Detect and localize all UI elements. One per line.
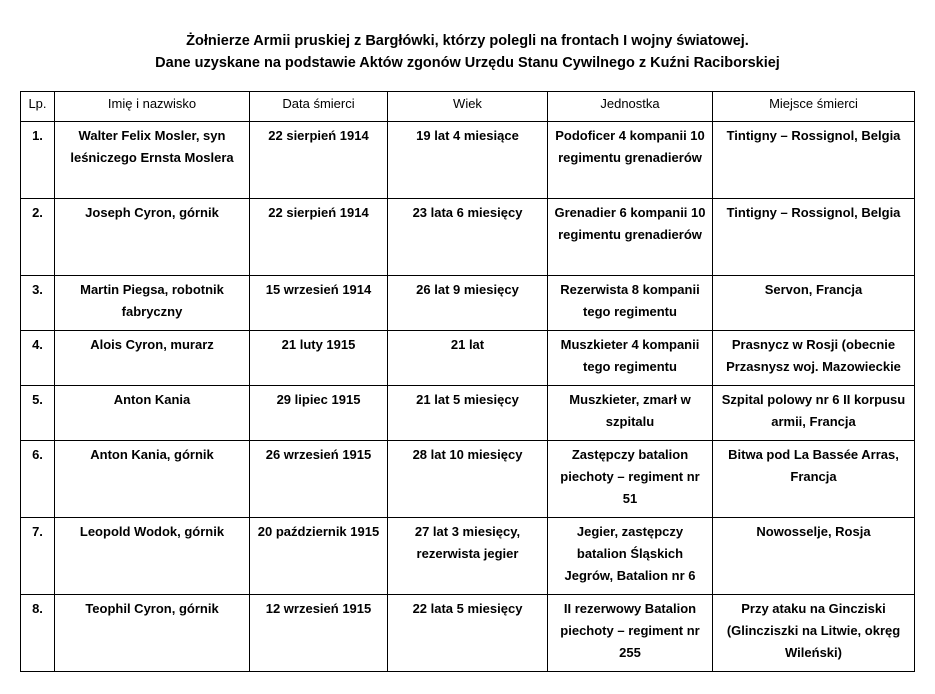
cell-death-place: Bitwa pod La Bassée Arras, Francja [713,441,915,518]
cell-death-date: 20 październik 1915 [250,518,388,595]
cell-unit: Rezerwista 8 kompanii tego regimentu [548,276,713,331]
table-header-row [21,92,915,122]
cell-age: 21 lat 5 miesięcy [388,386,548,441]
header-age: Wiek [388,92,548,122]
header-death-date: Data śmierci [250,92,388,122]
cell-death-date: 21 luty 1915 [250,331,388,386]
cell-name: Leopold Wodok, górnik [55,518,250,595]
cell-age: 23 lata 6 miesięcy [388,199,548,276]
cell-name: Anton Kania [55,386,250,441]
cell-lp: 8. [21,595,55,672]
cell-unit: II rezerwowy Batalion piechoty – regiment nr 255 [548,595,713,672]
cell-death-place: Prasnycz w Rosji (obecnie Przasnysz woj. Mazowieckie [713,331,915,386]
cell-death-date: 22 sierpień 1914 [250,122,388,199]
cell-lp: 4. [21,331,55,386]
cell-age: 27 lat 3 miesięcy, rezerwista jegier [388,518,548,595]
cell-name: Walter Felix Mosler, syn leśniczego Ernsta Moslera [55,122,250,199]
cell-name: Joseph Cyron, górnik [55,199,250,276]
cell-death-place: Tintigny – Rossignol, Belgia [713,122,915,199]
cell-lp: 6. [21,441,55,518]
cell-death-date: 12 wrzesień 1915 [250,595,388,672]
cell-lp: 5. [21,386,55,441]
cell-death-place: Szpital polowy nr 6 II korpusu armii, Francja [713,386,915,441]
cell-age: 19 lat 4 miesiące [388,122,548,199]
table-row [21,518,915,595]
cell-unit: Muszkieter, zmarł w szpitalu [548,386,713,441]
cell-age: 26 lat 9 miesięcy [388,276,548,331]
table-row [21,386,915,441]
cell-name: Teophil Cyron, górnik [55,595,250,672]
cell-unit: Jegier, zastępczy batalion Śląskich Jegrów, Batalion nr 6 [548,518,713,595]
cell-unit: Zastępczy batalion piechoty – regiment nr 51 [548,441,713,518]
table-row [21,331,915,386]
title-line-1: Żołnierze Armii pruskiej z Bargłówki, którzy polegli na frontach I wojny światowej. [186,33,749,49]
header-lp: Lp. [21,92,55,122]
cell-name: Alois Cyron, murarz [55,331,250,386]
title-line-2: Dane uzyskane na podstawie Aktów zgonów Urzędu Stanu Cywilnego z Kuźni Raciborskiej [155,55,780,71]
header-death-place: Miejsce śmierci [713,92,915,122]
cell-name: Anton Kania, górnik [55,441,250,518]
table-row [21,441,915,518]
cell-death-place: Przy ataku na Gincziski (Glincziszki na Litwie, okręg Wileński) [713,595,915,672]
cell-death-date: 15 wrzesień 1914 [250,276,388,331]
table-row [21,122,915,199]
soldiers-table [20,91,915,672]
table-row [21,199,915,276]
cell-name: Martin Piegsa, robotnik fabryczny [55,276,250,331]
cell-unit: Podoficer 4 kompanii 10 regimentu grenadierów [548,122,713,199]
cell-death-date: 29 lipiec 1915 [250,386,388,441]
cell-lp: 2. [21,199,55,276]
cell-death-place: Tintigny – Rossignol, Belgia [713,199,915,276]
table-row [21,595,915,672]
cell-death-date: 26 wrzesień 1915 [250,441,388,518]
cell-unit: Muszkieter 4 kompanii tego regimentu [548,331,713,386]
header-unit: Jednostka [548,92,713,122]
header-name: Imię i nazwisko [55,92,250,122]
cell-age: 28 lat 10 miesięcy [388,441,548,518]
cell-age: 21 lat [388,331,548,386]
cell-lp: 7. [21,518,55,595]
cell-death-place: Nowosselje, Rosja [713,518,915,595]
table-row [21,276,915,331]
document-title [0,30,935,74]
cell-death-place: Servon, Francja [713,276,915,331]
cell-lp: 3. [21,276,55,331]
cell-death-date: 22 sierpień 1914 [250,199,388,276]
cell-unit: Grenadier 6 kompanii 10 regimentu grenadierów [548,199,713,276]
cell-lp: 1. [21,122,55,199]
cell-age: 22 lata 5 miesięcy [388,595,548,672]
